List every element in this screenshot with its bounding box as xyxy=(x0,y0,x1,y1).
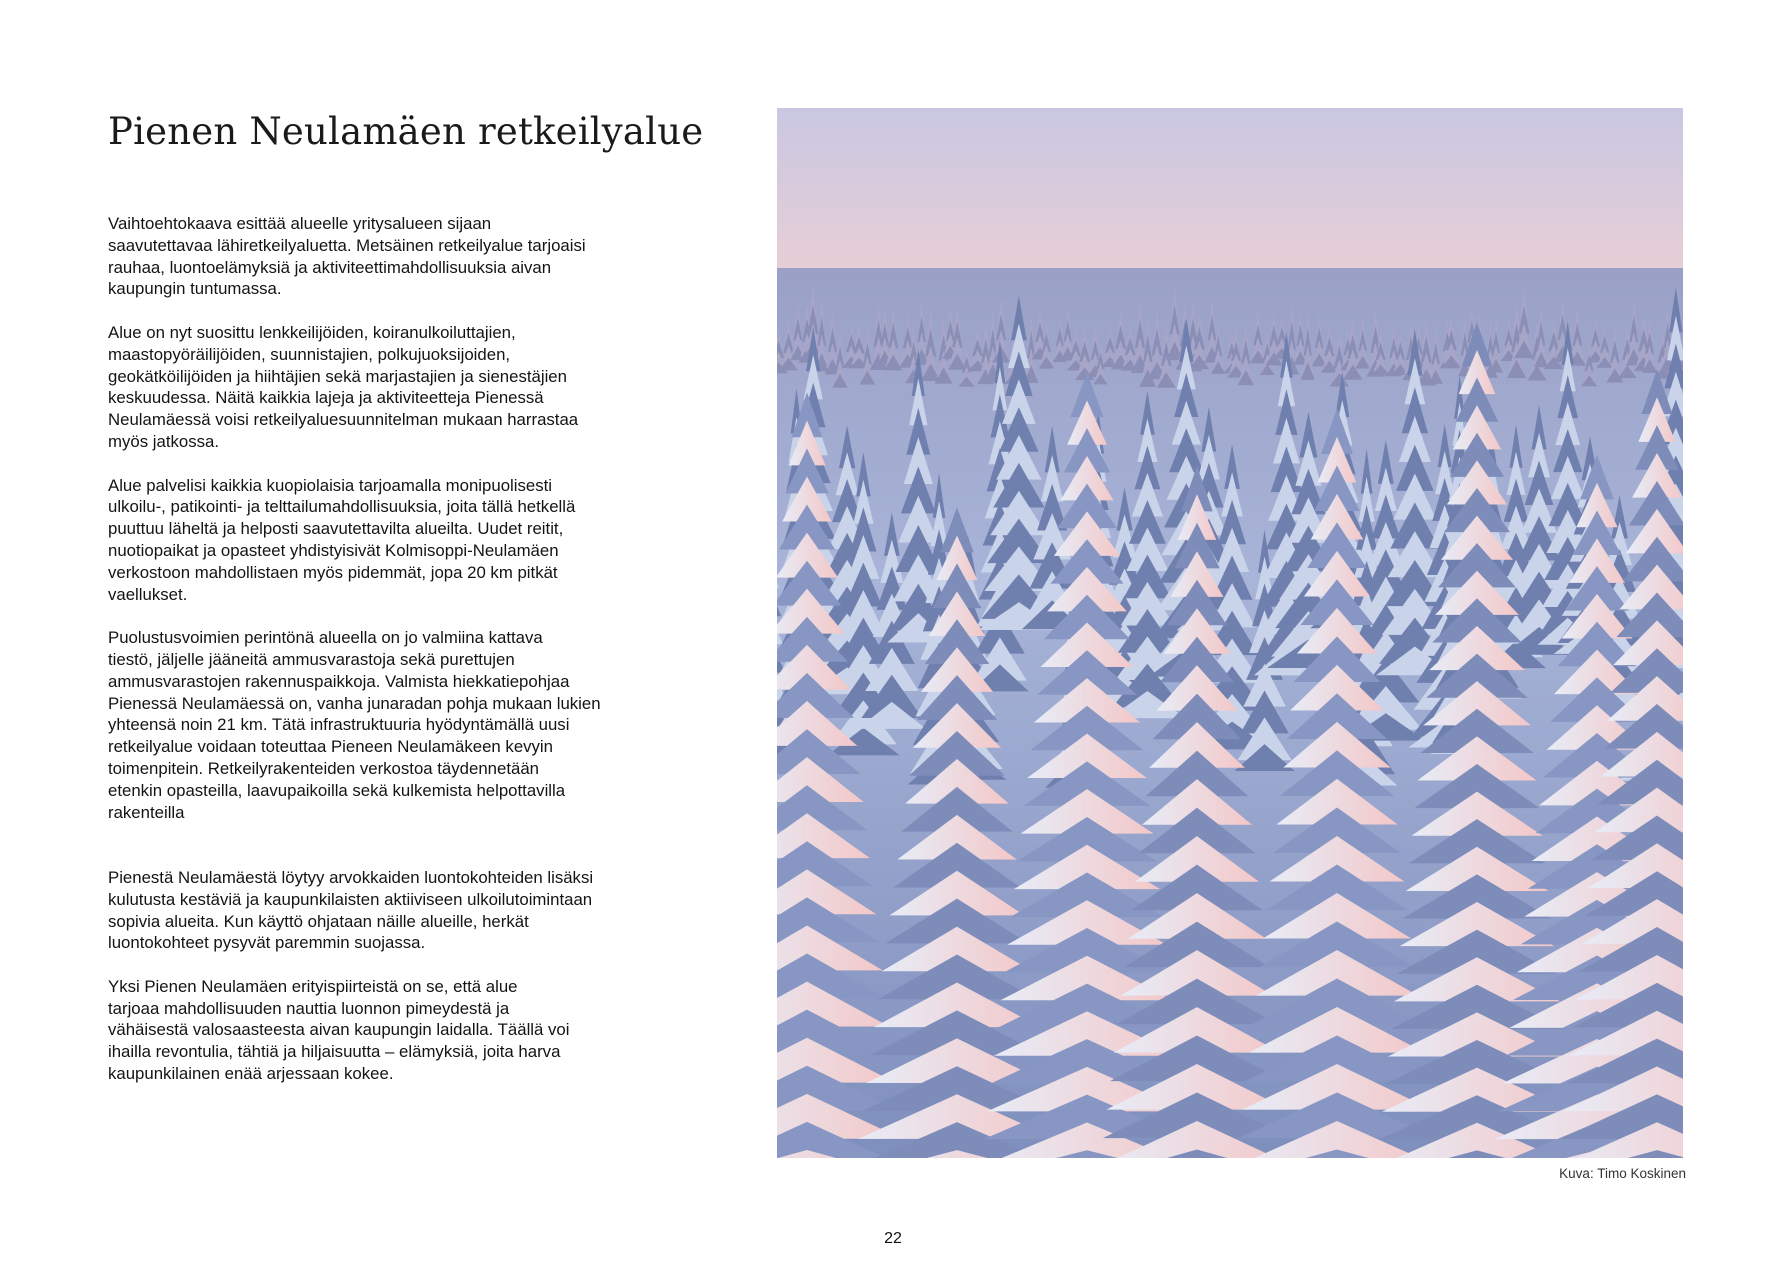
text-line: kaupungin tuntumassa. xyxy=(108,279,282,299)
text-line: keskuudessa. Näitä kaikkia lajeja ja aktiviteetteja Pienessä xyxy=(108,388,544,408)
text-line: verkostoon mahdollistaen myös pidemmät, jopa 20 km pitkät xyxy=(108,562,558,582)
photo-credit: Kuva: Timo Koskinen xyxy=(1559,1166,1686,1181)
text-line: myös jatkossa. xyxy=(108,431,219,451)
paragraph-6 xyxy=(108,976,668,1085)
text-line: tiestö, jäljelle jääneitä ammusvarastoja sekä purettujen xyxy=(108,649,515,669)
text-line: ulkoilu-, patikointi- ja telttailumahdollisuuksia, joita tällä hetkellä xyxy=(108,497,576,517)
text-line: ihailla revontulia, tähtiä ja hiljaisuutta – elämyksiä, joita harva xyxy=(108,1042,561,1062)
text-line: maastopyöräilijöiden, suunnistajien, polkujuoksijoiden, xyxy=(108,344,511,364)
text-line: Vaihtoehtokaava esittää alueelle yritysalueen sijaan xyxy=(108,214,492,233)
paragraph-2 xyxy=(108,322,668,453)
text-line: sopivia alueita. Kun käyttö ohjataan näille alueille, herkät xyxy=(108,911,529,931)
text-line: kulutusta kestäviä ja kaupunkilaisten aktiiviseen ulkoilutoimintaan xyxy=(108,889,593,909)
text-line: rakenteilla xyxy=(108,802,185,822)
text-line: vähäisestä valosaasteesta aivan kaupungin laidalla. Täällä voi xyxy=(108,1020,570,1040)
paragraph-1 xyxy=(108,213,668,300)
text-line: rauhaa, luontoelämyksiä ja aktiviteettimahdollisuuksia aivan xyxy=(108,257,552,277)
page-number: 22 xyxy=(884,1230,902,1247)
paragraph-3 xyxy=(108,475,668,606)
text-line: Yksi Pienen Neulamäen erityispiirteistä on se, että alue xyxy=(108,976,518,996)
text-line: saavutettavaa lähiretkeilyaluetta. Metsäinen retkeilyalue tarjoaisi xyxy=(108,235,586,255)
text-line: Puolustusvoimien perintönä alueella on jo valmiina kattava xyxy=(108,628,543,648)
text-line: Pienessä Neulamäessä on, vanha junaradan pohja mukaan lukien xyxy=(108,693,601,713)
text-line: retkeilyalue voidaan toteuttaa Pieneen Neulamäkeen kevyin xyxy=(108,737,553,757)
text-line: ammusvarastojen rakennuspaikkoja. Valmista hiekkatiepohjaa xyxy=(108,671,570,691)
text-line: nuotiopaikat ja opasteet yhdistyisivät Kolmisoppi-Neulamäen xyxy=(108,540,559,560)
text-line: puuttuu läheltä ja helposti saavutettavilta alueilta. Uudet reitit, xyxy=(108,519,564,539)
forest-illustration xyxy=(777,108,1683,1158)
text-line: Alue on nyt suosittu lenkkeilijöiden, koiranulkoiluttajien, xyxy=(108,322,516,342)
text-line: Alue palvelisi kaikkia kuopiolaisia tarjoamalla monipuolisesti xyxy=(108,475,552,495)
text-line: geokätköilijöiden ja hiihtäjien sekä marjastajien ja sienestäjien xyxy=(108,366,567,386)
text-line: luontokohteet pysyvät paremmin suojassa. xyxy=(108,933,426,953)
paragraph-5 xyxy=(108,867,668,954)
text-line: vaellukset. xyxy=(108,584,188,604)
text-line: etenkin opasteilla, laavupaikoilla sekä kulkemista helpottavilla xyxy=(108,780,566,800)
text-line: Neulamäessä voisi retkeilyaluesuunnitelman mukaan harrastaa xyxy=(108,410,579,430)
body-text xyxy=(108,213,668,1085)
text-line: toimenpitein. Retkeilyrakenteiden verkostoa täydennetään xyxy=(108,758,539,778)
text-line: tarjoaa mahdollisuuden nauttia luonnon pimeydestä ja xyxy=(108,998,510,1018)
forest-photo xyxy=(777,108,1683,1158)
page-title: Pienen Neulamäen retkeilyalue xyxy=(108,110,704,153)
paragraph-4 xyxy=(108,627,668,823)
sky xyxy=(777,108,1683,278)
text-line: Pienestä Neulamäestä löytyy arvokkaiden luontokohteiden lisäksi xyxy=(108,867,594,887)
text-line: kaupunkilainen enää arjessaan kokee. xyxy=(108,1064,394,1084)
text-line: yhteensä noin 21 km. Tätä infrastruktuuria hyödyntämällä uusi xyxy=(108,715,570,735)
